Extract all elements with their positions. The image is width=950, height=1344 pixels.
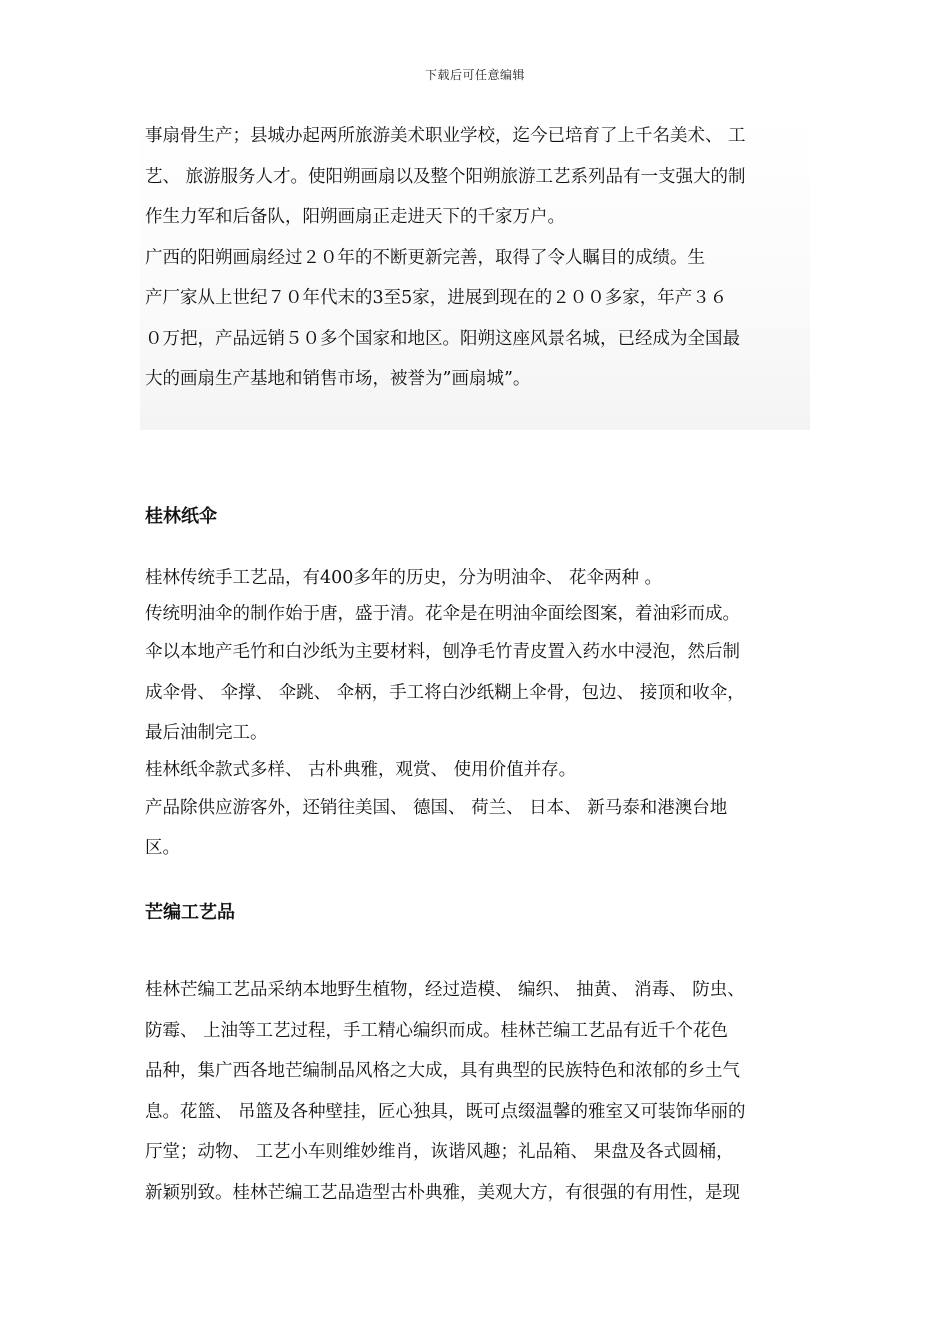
text-line: 防霉、 上油等工艺过程，手工精心编织而成。桂林芒编工艺品有近千个花色	[145, 1020, 729, 1041]
text-line: 伞以本地产毛竹和白沙纸为主要材料，刨净毛竹青皮置入药水中浸泡，然后制	[145, 642, 740, 662]
umbrella-paragraph	[145, 560, 810, 868]
text-line: ０万把，产品远销５０多个国家和地区。阳朔这座风景名城，已经成为全国最	[145, 328, 740, 349]
header-note: 下载后可任意编辑	[424, 68, 525, 82]
text-line: 桂林芒编工艺品采纳本地野生植物，经过造模、 编织、 抽黄、 消毒、 防虫、	[145, 980, 745, 1000]
text-line: 事扇骨生产；县城办起两所旅游美术职业学校，迄今已培育了上千名美术、 工	[145, 126, 746, 146]
weave-paragraph	[145, 970, 810, 1213]
text-line: 艺、 旅游服务人才。使阳朔画扇以及整个阳朔旅游工艺系列品有一支强大的制	[145, 166, 746, 187]
text-line: 广西的阳朔画扇经过２０年的不断更新完善，取得了令人瞩目的成绩。生	[110, 247, 705, 268]
text-line: 最后油制完工。	[145, 723, 268, 743]
weave-heading: 芒编工艺品	[145, 902, 235, 923]
text-line: 区。	[145, 838, 180, 858]
text-line: 产品除供应游客外，还销往美国、 德国、 荷兰、 日本、 新马泰和港澳台地	[145, 798, 728, 818]
text-line: 作生力军和后备队，阳朔画扇正走进天下的千家万户。	[145, 207, 565, 227]
text-line: 成伞骨、 伞撑、 伞跳、 伞柄，手工将白沙纸糊上伞骨，包边、 接顶和收伞，	[145, 683, 745, 703]
text-line: 传统明油伞的制作始于唐，盛于清。花伞是在明油伞面绘图案，着油彩而成。	[145, 604, 740, 624]
text-line: 大的画扇生产基地和销售市场，被誉为”画扇城”。	[145, 369, 531, 389]
text-line: 息。花篮、 吊篮及各种壁挂，匠心独具，既可点缀温馨的雅室又可装饰华丽的	[145, 1101, 746, 1122]
umbrella-heading: 桂林纸伞	[145, 506, 217, 527]
text-line: 产厂家从上世纪７０年代末的3至5家，进展到现在的２００多家，年产３６	[145, 288, 728, 308]
text-line: 桂林纸伞款式多样、 古朴典雅，观赏、 使用价值并存。	[145, 760, 577, 780]
text-line: 厅堂；动物、 工艺小车则维妙维肖，诙谐风趣；礼品箱、 果盘及各式圆桶，	[145, 1142, 734, 1162]
fan-paragraph	[110, 116, 810, 400]
text-line: 桂林传统手工艺品，有400多年的历史，分为明油伞、 花伞两种 。	[145, 568, 663, 588]
text-line: 新颖别致。桂林芒编工艺品造型古朴典雅，美观大方，有很强的有用性，是现	[145, 1182, 740, 1203]
text-line: 品种，集广西各地芒编制品风格之大成，具有典型的民族特色和浓郁的乡土气	[145, 1061, 740, 1081]
